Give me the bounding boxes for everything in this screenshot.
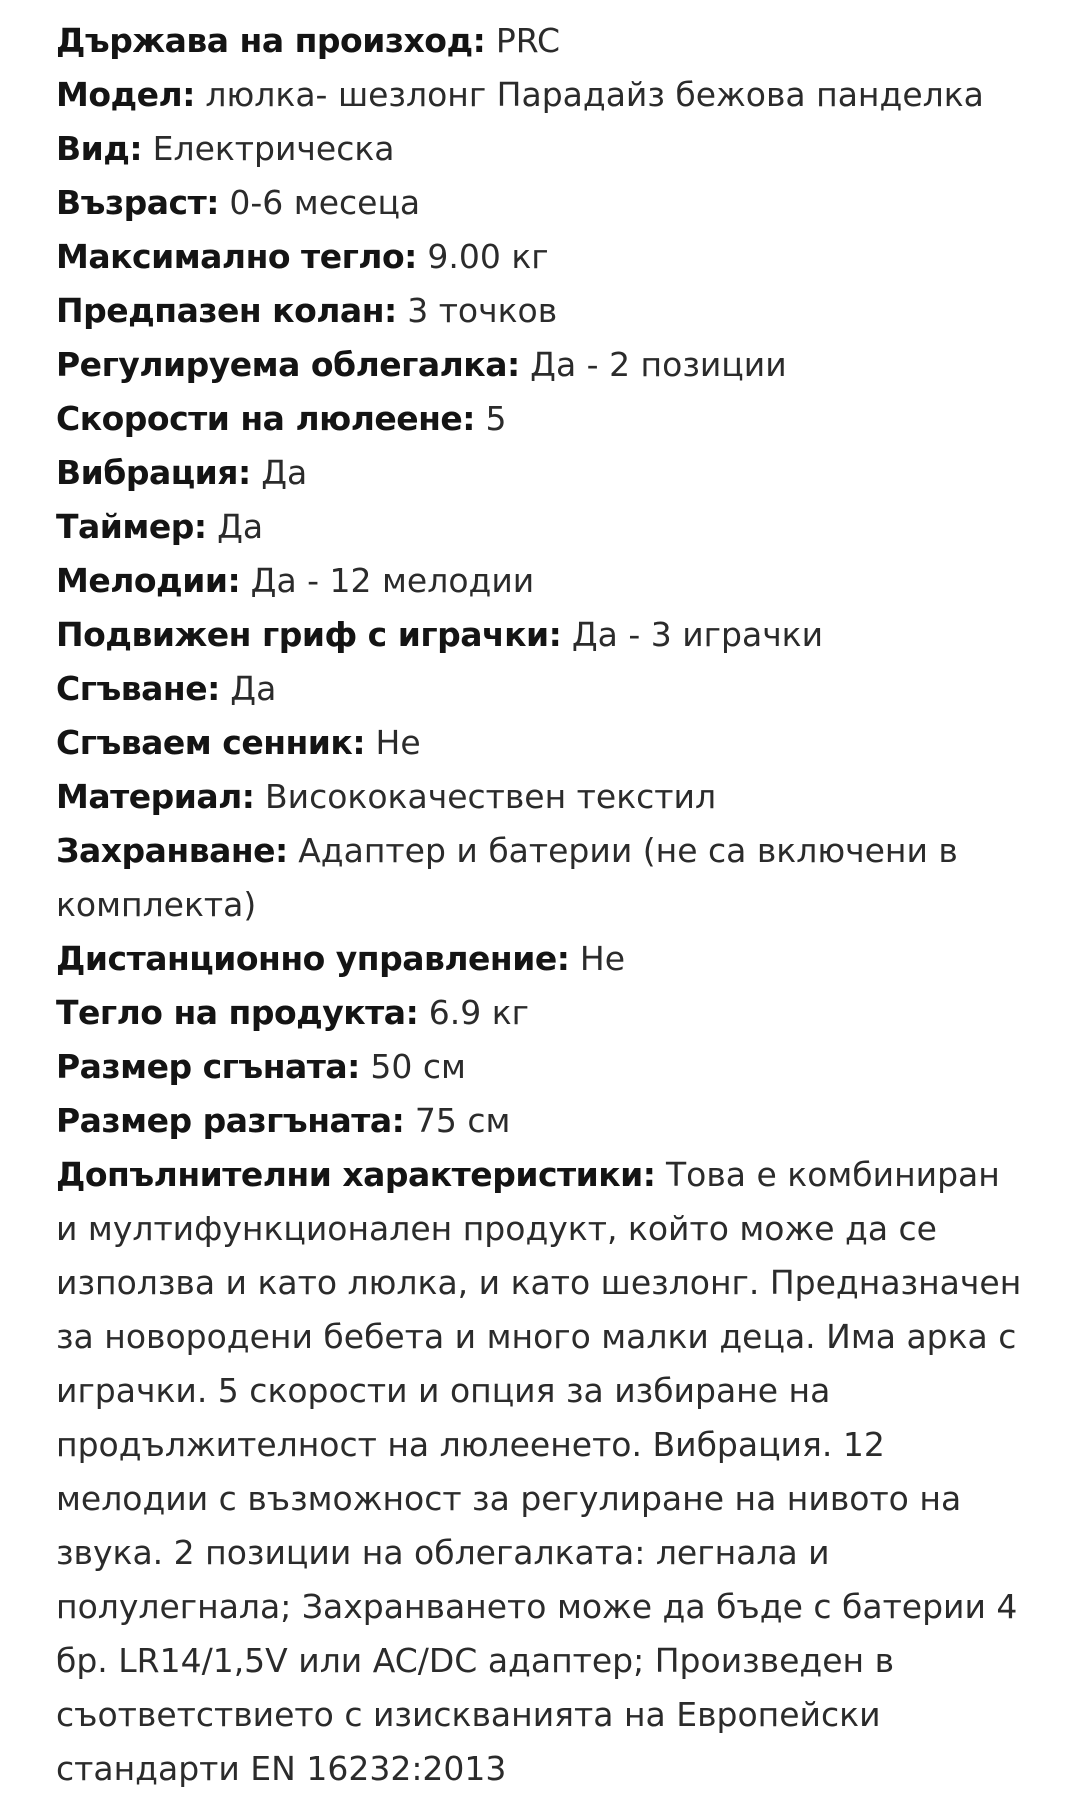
product-spec-list: [56, 14, 1026, 1796]
spec-row-material: [56, 770, 1026, 824]
spec-value: PRC: [495, 21, 561, 60]
spec-label: Материал:: [56, 777, 255, 816]
spec-label: Дистанционно управление:: [56, 939, 570, 978]
spec-value: Да: [261, 453, 308, 492]
spec-row-adjustable-backrest: [56, 338, 1026, 392]
spec-label: Допълнителни характеристики:: [56, 1155, 656, 1194]
spec-label: Предпазен колан:: [56, 291, 397, 330]
spec-row-max-weight: [56, 230, 1026, 284]
spec-value: Да - 2 позиции: [530, 345, 787, 384]
spec-row-folding-canopy: [56, 716, 1026, 770]
spec-value: 3 точков: [407, 291, 558, 330]
spec-value: 0-6 месеца: [229, 183, 421, 222]
spec-row-timer: [56, 500, 1026, 554]
spec-row-country-of-origin: [56, 14, 1026, 68]
spec-row-age: [56, 176, 1026, 230]
spec-row-unfolded-size: [56, 1094, 1026, 1148]
spec-label: Размер сгъната:: [56, 1047, 360, 1086]
spec-value: Да - 12 мелодии: [250, 561, 535, 600]
spec-value: люлка- шезлонг Парадайз бежова панделка: [205, 75, 984, 114]
spec-row-product-weight: [56, 986, 1026, 1040]
spec-value: Не: [375, 723, 421, 762]
spec-row-folded-size: [56, 1040, 1026, 1094]
spec-value: Да - 3 играчки: [571, 615, 824, 654]
spec-row-swing-speeds: [56, 392, 1026, 446]
spec-row-toy-bar: [56, 608, 1026, 662]
spec-value: Не: [579, 939, 626, 978]
spec-row-type: [56, 122, 1026, 176]
spec-label: Максимално тегло:: [56, 237, 417, 276]
spec-row-additional-features: [56, 1148, 1026, 1796]
spec-row-safety-belt: [56, 284, 1026, 338]
spec-row-power-supply: [56, 824, 1026, 932]
spec-value: 75 см: [414, 1101, 511, 1140]
spec-label: Вибрация:: [56, 453, 251, 492]
spec-label: Мелодии:: [56, 561, 241, 600]
spec-row-melodies: [56, 554, 1026, 608]
spec-row-vibration: [56, 446, 1026, 500]
spec-label: Тегло на продукта:: [56, 993, 419, 1032]
spec-row-folding: [56, 662, 1026, 716]
spec-value: Висококачествен текстил: [265, 777, 717, 816]
spec-label: Сгъване:: [56, 669, 220, 708]
spec-value: Електрическа: [152, 129, 395, 168]
spec-label: Захранване:: [56, 831, 288, 870]
spec-label: Регулируема облегалка:: [56, 345, 520, 384]
spec-value: Адаптер и батерии (не са включени в комплекта): [56, 831, 958, 924]
spec-value: 5: [485, 399, 507, 438]
spec-label: Държава на произход:: [56, 21, 486, 60]
spec-label: Модел:: [56, 75, 195, 114]
spec-label: Вид:: [56, 129, 143, 168]
spec-value: 9.00 кг: [427, 237, 549, 276]
spec-label: Размер разгъната:: [56, 1101, 405, 1140]
spec-row-remote-control: [56, 932, 1026, 986]
spec-value: 50 см: [370, 1047, 466, 1086]
spec-value: Да: [217, 507, 264, 546]
spec-label: Скорости на люлеене:: [56, 399, 475, 438]
spec-label: Таймер:: [56, 507, 207, 546]
spec-row-model: [56, 68, 1026, 122]
spec-value: Да: [230, 669, 277, 708]
spec-label: Подвижен гриф с играчки:: [56, 615, 562, 654]
spec-value: 6.9 кг: [428, 993, 530, 1032]
spec-label: Сгъваем сенник:: [56, 723, 366, 762]
spec-label: Възраст:: [56, 183, 219, 222]
spec-value: Това е комбиниран и мултифункционален продукт, който може да се използва и като люлка, и като шезлонг. Предназначен за новородени бебета и много малки деца. Има арка с играчки. 5 скорости и опция за избиране на продължителност на люлеенето. Вибрация. 12 мелодии с възможност за регулиране на нивото на звука. 2 позиции на облегалката: легнала и полулегнала; Захранването може да бъде с батерии 4 бр. LR14/1,5V или AC/DC адаптер; Произведен в съответствието с изискванията на Европейски стандарти EN 16232:2013: [56, 1155, 1022, 1788]
